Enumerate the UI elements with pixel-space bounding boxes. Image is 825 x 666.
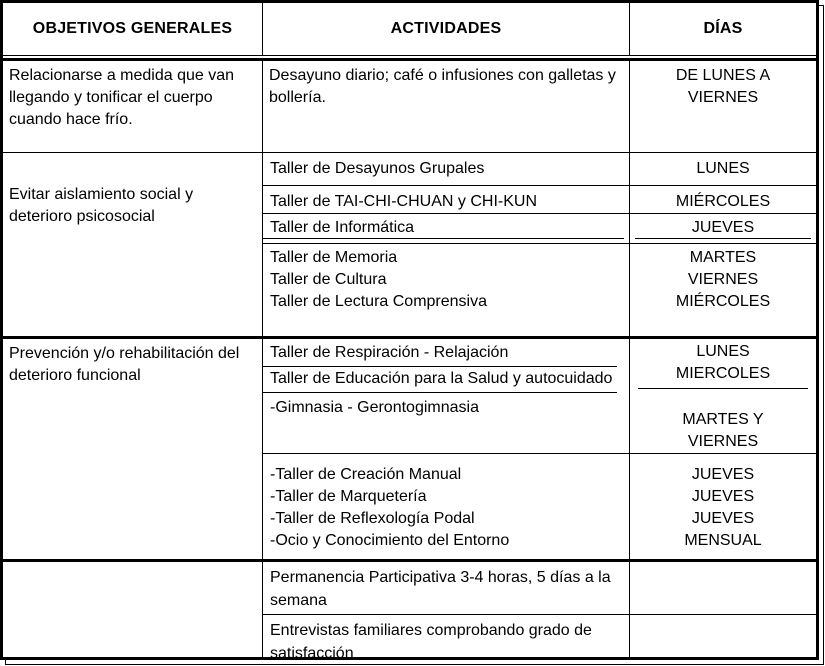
days-lunes-miercoles: [638, 341, 808, 389]
days-line: MIERCOLES: [675, 365, 771, 382]
activity-row-informatica: [263, 214, 816, 244]
days-line: MARTES Y: [682, 411, 764, 428]
activity-desayunos-grupales: Taller de Desayunos Grupales: [263, 153, 630, 185]
days-manuales-cell: [630, 454, 816, 559]
activity-lectura: Taller de Lectura Comprensiva: [270, 293, 487, 310]
section-functional-activities: [263, 339, 816, 559]
header-objectives: OBJETIVOS GENERALES: [3, 3, 263, 55]
activity-informatica: Taller de Informática: [263, 214, 624, 239]
header-activities: ACTIVIDADES: [263, 3, 630, 55]
activity-row-memoria-cultura-lectura: [263, 244, 816, 336]
objective-functional: Prevención y/o rehabilitación del deterioro funcional: [3, 339, 263, 559]
table-header-row: [3, 3, 816, 55]
activities-memoria-group: [263, 244, 630, 336]
days-desayunos-grupales: LUNES: [696, 160, 750, 177]
activity-permanencia: Permanencia Participativa 3-4 horas, 5 días a la semana: [263, 562, 630, 614]
days-cultura: VIERNES: [687, 271, 759, 288]
section-row-evaluation: [3, 562, 816, 662]
activity-entrevistas: Entrevistas familiares comprobando grado de satisfacción: [263, 615, 630, 657]
days-empty-cell: [630, 562, 816, 614]
section-evaluation-activities: [263, 562, 816, 662]
days-marqueteria: JUEVES: [691, 488, 755, 505]
days-memoria: MARTES: [689, 249, 757, 266]
days-ocio-entorno: MENSUAL: [684, 532, 762, 549]
activity-creacion-manual: -Taller de Creación Manual: [270, 466, 462, 483]
activity-breakfast: Desayuno diario; café o infusiones con galletas y bollería.: [263, 61, 630, 152]
days-lectura: MIÉRCOLES: [675, 293, 771, 310]
days-line: VIERNES: [687, 89, 759, 106]
days-informatica: JUEVES: [635, 214, 811, 239]
days-memoria-group: [630, 244, 816, 336]
days-line: VIERNES: [687, 433, 759, 450]
activity-taichi: Taller de TAI-CHI-CHUAN y CHI-KUN: [263, 186, 630, 213]
objective-social: Evitar aislamiento social y deterioro psicosocial: [3, 153, 263, 336]
days-empty-cell: [630, 615, 816, 657]
activities-respiracion-cell: [263, 339, 630, 453]
section-social-activities: [263, 153, 816, 336]
activity-informatica-cell: [263, 214, 630, 243]
activity-educacion-salud: Taller de Educación para la Salud y autocuidado: [263, 367, 617, 393]
days-respiracion-cell: [630, 339, 816, 453]
days-breakfast: [630, 61, 816, 152]
activity-ocio-entorno: -Ocio y Conocimiento del Entorno: [270, 532, 510, 549]
days-creacion-manual: JUEVES: [691, 466, 755, 483]
activity-marqueteria: -Taller de Marquetería: [270, 488, 427, 505]
days-line: DE LUNES A: [675, 67, 771, 84]
objective-empty-cell: [3, 562, 263, 657]
activity-group-talleres-manuales: [263, 454, 816, 559]
activity-cultura: Taller de Cultura: [270, 271, 387, 288]
activity-row-desayunos: [263, 153, 816, 186]
days-martes-viernes: [630, 409, 816, 453]
days-taichi: MIÉRCOLES: [675, 193, 771, 210]
activity-gimnasia: -Gimnasia - Gerontogimnasia: [270, 399, 479, 416]
activity-respiracion: Taller de Respiración - Relajación: [263, 341, 617, 367]
activity-memoria: Taller de Memoria: [270, 249, 398, 266]
header-days: DÍAS: [703, 20, 743, 37]
activity-row-permanencia: [263, 562, 816, 615]
section-row-social: [3, 153, 816, 336]
section-row-functional: [3, 339, 816, 559]
activity-row-taichi: [263, 186, 816, 214]
days-line: LUNES: [696, 343, 750, 360]
activity-group-respiracion-gimnasia: [263, 339, 816, 454]
days-reflexologia: JUEVES: [691, 510, 755, 527]
days-informatica-cell: [630, 214, 816, 243]
section-row-breakfast: [3, 61, 816, 153]
activity-row-entrevistas: [263, 615, 816, 662]
activities-manuales-cell: [263, 454, 630, 559]
objective-breakfast: Relacionarse a medida que van llegando y tonificar el cuerpo cuando hace frío.: [3, 61, 263, 152]
activity-reflexologia: -Taller de Reflexología Podal: [270, 510, 475, 527]
